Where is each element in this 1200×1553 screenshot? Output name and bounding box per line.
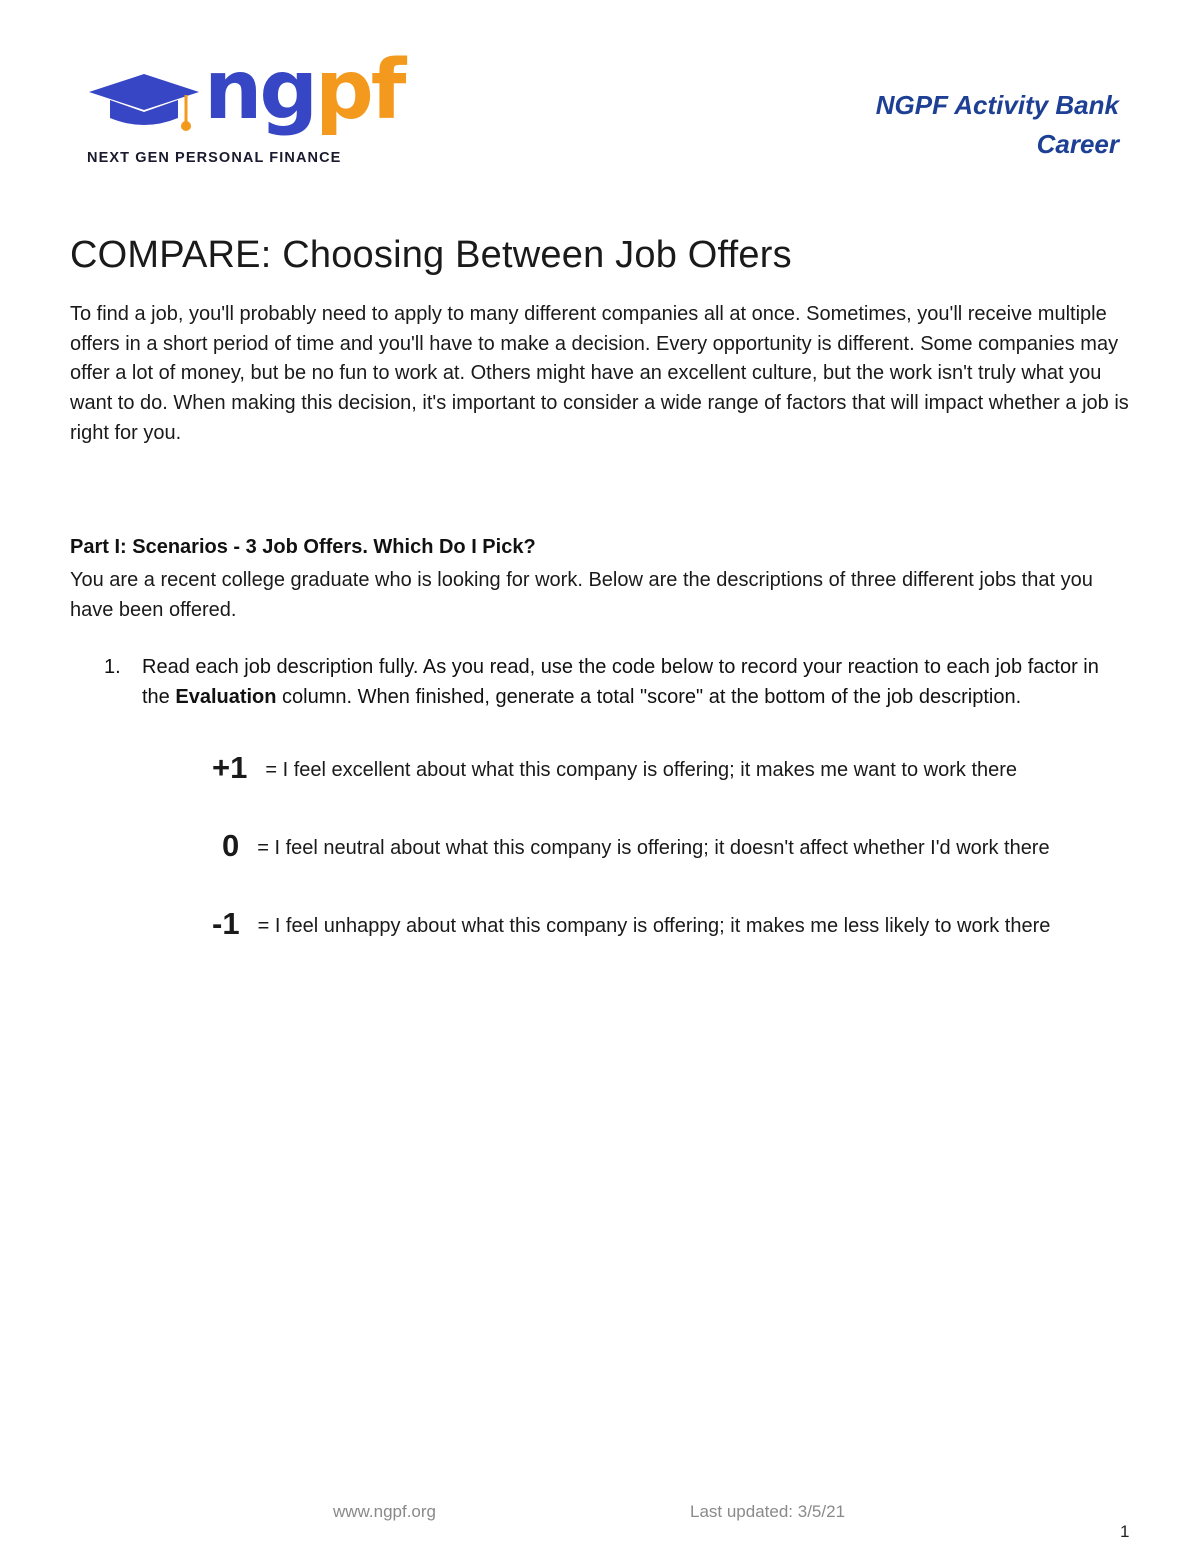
graduation-cap-icon: [86, 62, 206, 142]
code-value: 0: [222, 828, 240, 863]
code-description: = I feel neutral about what this company is offering; it doesn't affect whether I'd work there: [257, 837, 1050, 859]
code-value: +1: [212, 750, 248, 785]
logo-wordmark: [204, 43, 404, 138]
logo-tagline: NEXT GEN PERSONAL FINANCE: [87, 150, 342, 166]
footer-last-updated: Last updated: 3/5/21: [690, 1502, 846, 1521]
activity-bank-title: NGPF Activity Bank: [875, 90, 1119, 120]
code-description: = I feel unhappy about what this company is offering; it makes me less likely to work there: [257, 915, 1051, 937]
footer-url-link[interactable]: www.ngpf.org: [333, 1502, 436, 1521]
page-number: 1: [1120, 1522, 1130, 1541]
instruction-text-bold: Evaluation: [175, 685, 277, 708]
ngpf-logo: [86, 43, 404, 172]
instruction-text-after: column. When finished, generate a total "score" at the bottom of the job description.: [276, 685, 1022, 708]
code-minus-one: [212, 906, 1142, 944]
page-title: COMPARE: Choosing Between Job Offers: [70, 234, 792, 276]
list-item-text: [142, 653, 1122, 712]
list-item-number: 1.: [104, 656, 121, 678]
code-description: = I feel excellent about what this company is offering; it makes me want to work there: [265, 759, 1018, 781]
instruction-text-before: Read each job description fully. As you read, use the code below to record your reaction to each job factor in the: [142, 656, 1099, 708]
part-one-heading: Part I: Scenarios - 3 Job Offers. Which Do I Pick?: [70, 536, 536, 558]
activity-bank-category: Career: [1036, 129, 1119, 159]
part-one-description: You are a recent college graduate who is looking for work. Below are the descriptions of three different jobs that you have been offered.: [70, 569, 1093, 621]
code-zero: [212, 828, 1142, 866]
logo-word-main: ng: [204, 43, 316, 138]
activity-bank-label: [876, 86, 1119, 164]
code-value: -1: [212, 906, 240, 941]
intro-paragraph: To find a job, you'll probably need to apply to many different companies all at once. Sometimes, you'll receive multiple offers in a short period of time and you'll have to make a decision. Every opportunity is different. Some companies may offer a lot of money, but be no fun to work at. Others might have an excellent culture, but the work isn't truly what you want to do. When making this decision, it's important to consider a wide range of factors that will impact whether a job is right for you.: [70, 303, 1129, 444]
code-plus-one: [212, 750, 1142, 788]
logo-word-accent: pf: [315, 43, 404, 138]
